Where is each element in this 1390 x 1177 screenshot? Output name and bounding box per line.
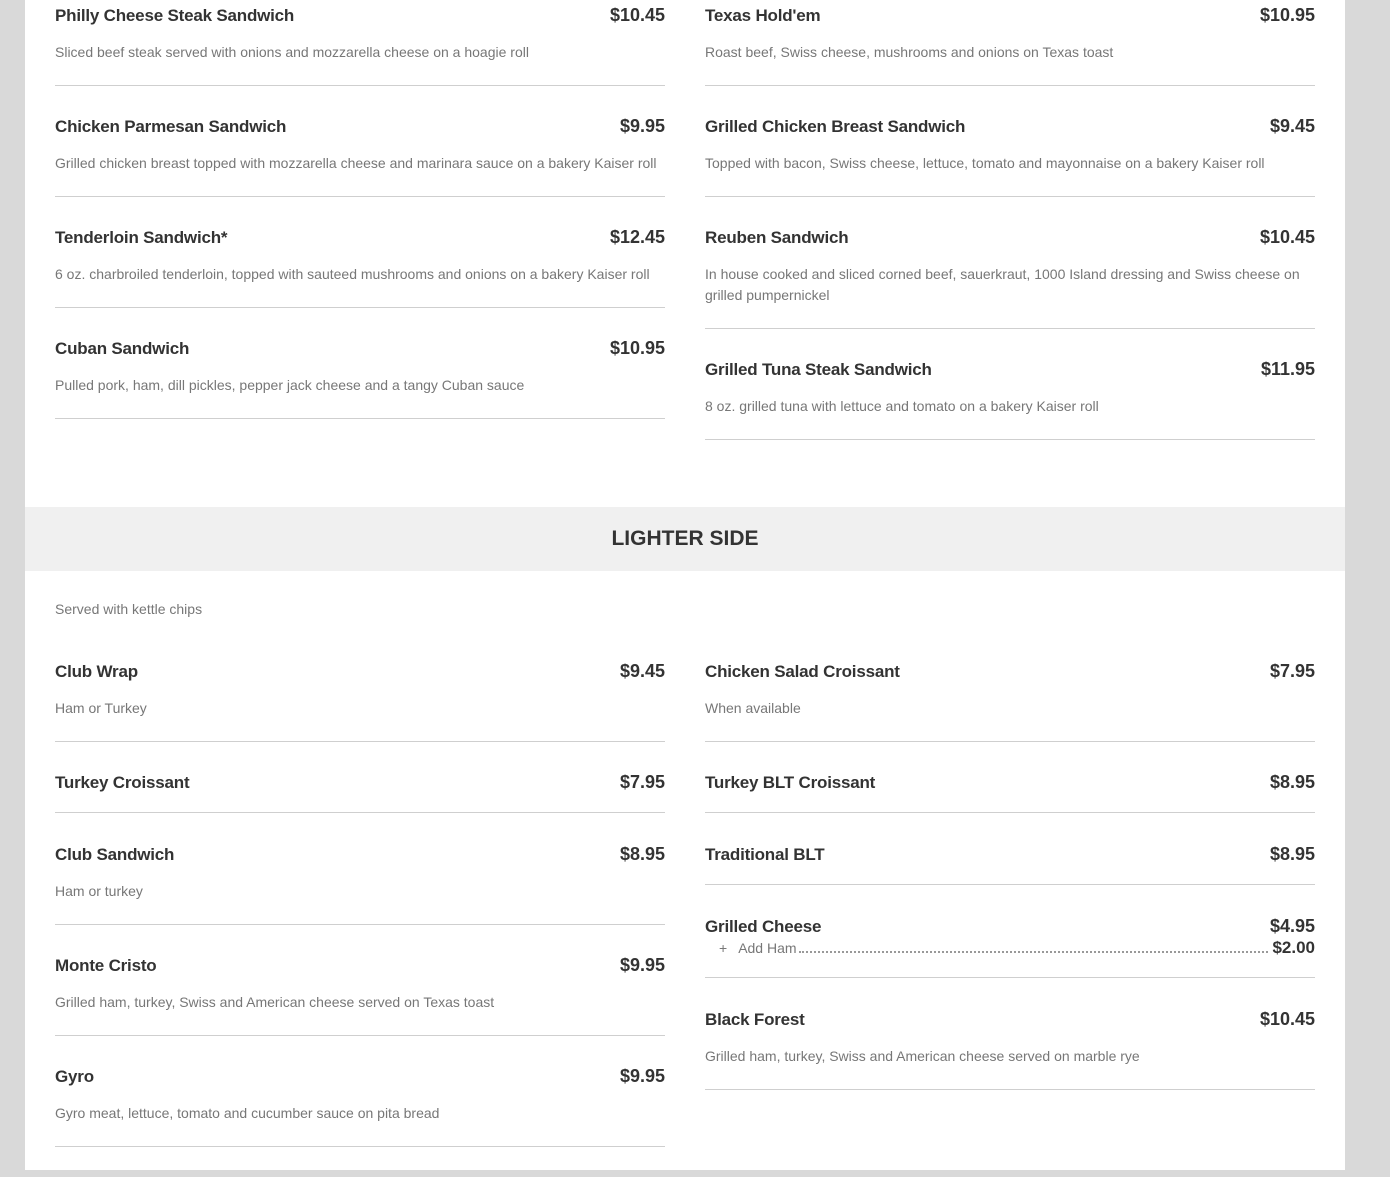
item-name: Turkey Croissant: [55, 773, 190, 792]
menu-item: [705, 116, 1315, 197]
item-description: Roast beef, Swiss cheese, mushrooms and onions on Texas toast: [705, 44, 1114, 60]
item-name: Club Sandwich: [55, 845, 175, 864]
item-name: Monte Cristo: [55, 956, 157, 975]
menu-item: [55, 1066, 665, 1147]
menu-item: [55, 661, 665, 742]
lighter-right-column: [705, 661, 1315, 1120]
menu-item: [55, 955, 665, 1036]
menu-item: [705, 359, 1315, 440]
menu-item: [705, 772, 1315, 813]
item-description: Ham or turkey: [55, 883, 143, 899]
item-description: Gyro meat, lettuce, tomato and cucumber sauce on pita bread: [55, 1105, 440, 1121]
item-name: Reuben Sandwich: [705, 228, 849, 247]
menu-item: [55, 5, 665, 86]
item-price: $9.95: [619, 116, 665, 136]
addon-price: $2.00: [1272, 938, 1315, 957]
item-description: 8 oz. grilled tuna with lettuce and tomato on a bakery Kaiser roll: [705, 398, 1099, 414]
item-price: $9.95: [619, 955, 665, 975]
item-price: $7.95: [1269, 661, 1315, 681]
sandwiches-left-column: [55, 5, 665, 449]
menu-item: [55, 338, 665, 419]
menu-item: [55, 116, 665, 197]
item-name: Grilled Tuna Steak Sandwich: [705, 360, 932, 379]
item-description: Sliced beef steak served with onions and mozzarella cheese on a hoagie roll: [55, 44, 529, 60]
addon-row: [705, 938, 1315, 958]
item-price: $4.95: [1269, 916, 1315, 936]
item-name: Gyro: [55, 1067, 94, 1086]
item-description: When available: [705, 700, 801, 716]
item-description: Grilled chicken breast topped with mozzarella cheese and marinara sauce on a bakery Kaiser roll: [55, 155, 657, 171]
menu-page: [25, 0, 1345, 1170]
lighter-left-column: [55, 661, 665, 1177]
item-price: $10.45: [609, 5, 665, 25]
item-price: $12.45: [609, 227, 665, 247]
item-name: Black Forest: [705, 1010, 805, 1029]
item-description: 6 oz. charbroiled tenderloin, topped with sauteed mushrooms and onions on a bakery Kaiser roll: [55, 266, 650, 282]
item-price: $8.95: [1269, 772, 1315, 792]
menu-item: [55, 227, 665, 308]
item-name: Chicken Parmesan Sandwich: [55, 117, 287, 136]
section-header: [25, 507, 1345, 571]
item-description: In house cooked and sliced corned beef, sauerkraut, 1000 Island dressing and Swiss cheese on grilled pumpernickel: [705, 266, 1300, 303]
addon-label: Add Ham: [738, 940, 797, 956]
item-price: $8.95: [619, 844, 665, 864]
item-price: $11.95: [1260, 359, 1315, 379]
item-price: $10.45: [1259, 1009, 1315, 1029]
item-name: Grilled Cheese: [705, 917, 822, 936]
menu-item: [705, 1009, 1315, 1090]
item-name: Traditional BLT: [705, 845, 825, 864]
plus-icon: +: [719, 940, 728, 956]
item-name: Cuban Sandwich: [55, 339, 190, 358]
section-title: LIGHTER SIDE: [611, 527, 759, 550]
item-name: Turkey BLT Croissant: [705, 773, 876, 792]
menu-item: [705, 844, 1315, 885]
item-description: Ham or Turkey: [55, 700, 147, 716]
sandwiches-right-column: [705, 5, 1315, 470]
item-price: $9.95: [619, 1066, 665, 1086]
item-name: Grilled Chicken Breast Sandwich: [705, 117, 966, 136]
item-price: $8.95: [1269, 844, 1315, 864]
item-price: $10.95: [1259, 5, 1315, 25]
menu-item: [55, 844, 665, 925]
item-name: Chicken Salad Croissant: [705, 662, 900, 681]
item-price: $10.95: [609, 338, 665, 358]
section-note: Served with kettle chips: [55, 601, 203, 617]
menu-item: [705, 5, 1315, 86]
item-description: Pulled pork, ham, dill pickles, pepper jack cheese and a tangy Cuban sauce: [55, 377, 525, 393]
item-price: $9.45: [619, 661, 665, 681]
item-description: Grilled ham, turkey, Swiss and American cheese served on Texas toast: [55, 994, 495, 1010]
item-name: Tenderloin Sandwich*: [55, 228, 228, 247]
item-name: Club Wrap: [55, 662, 138, 681]
dotted-leader: [799, 950, 1269, 953]
item-description: Grilled ham, turkey, Swiss and American cheese served on marble rye: [705, 1048, 1140, 1064]
item-name: Texas Hold'em: [705, 6, 821, 25]
item-name: Philly Cheese Steak Sandwich: [55, 6, 295, 25]
item-price: $10.45: [1259, 227, 1315, 247]
menu-item: [705, 916, 1315, 978]
item-price: $7.95: [619, 772, 665, 792]
item-description: Topped with bacon, Swiss cheese, lettuce, tomato and mayonnaise on a bakery Kaiser roll: [705, 155, 1265, 171]
menu-item: [705, 227, 1315, 329]
menu-item: [55, 772, 665, 813]
menu-item: [705, 661, 1315, 742]
item-price: $9.45: [1269, 116, 1315, 136]
